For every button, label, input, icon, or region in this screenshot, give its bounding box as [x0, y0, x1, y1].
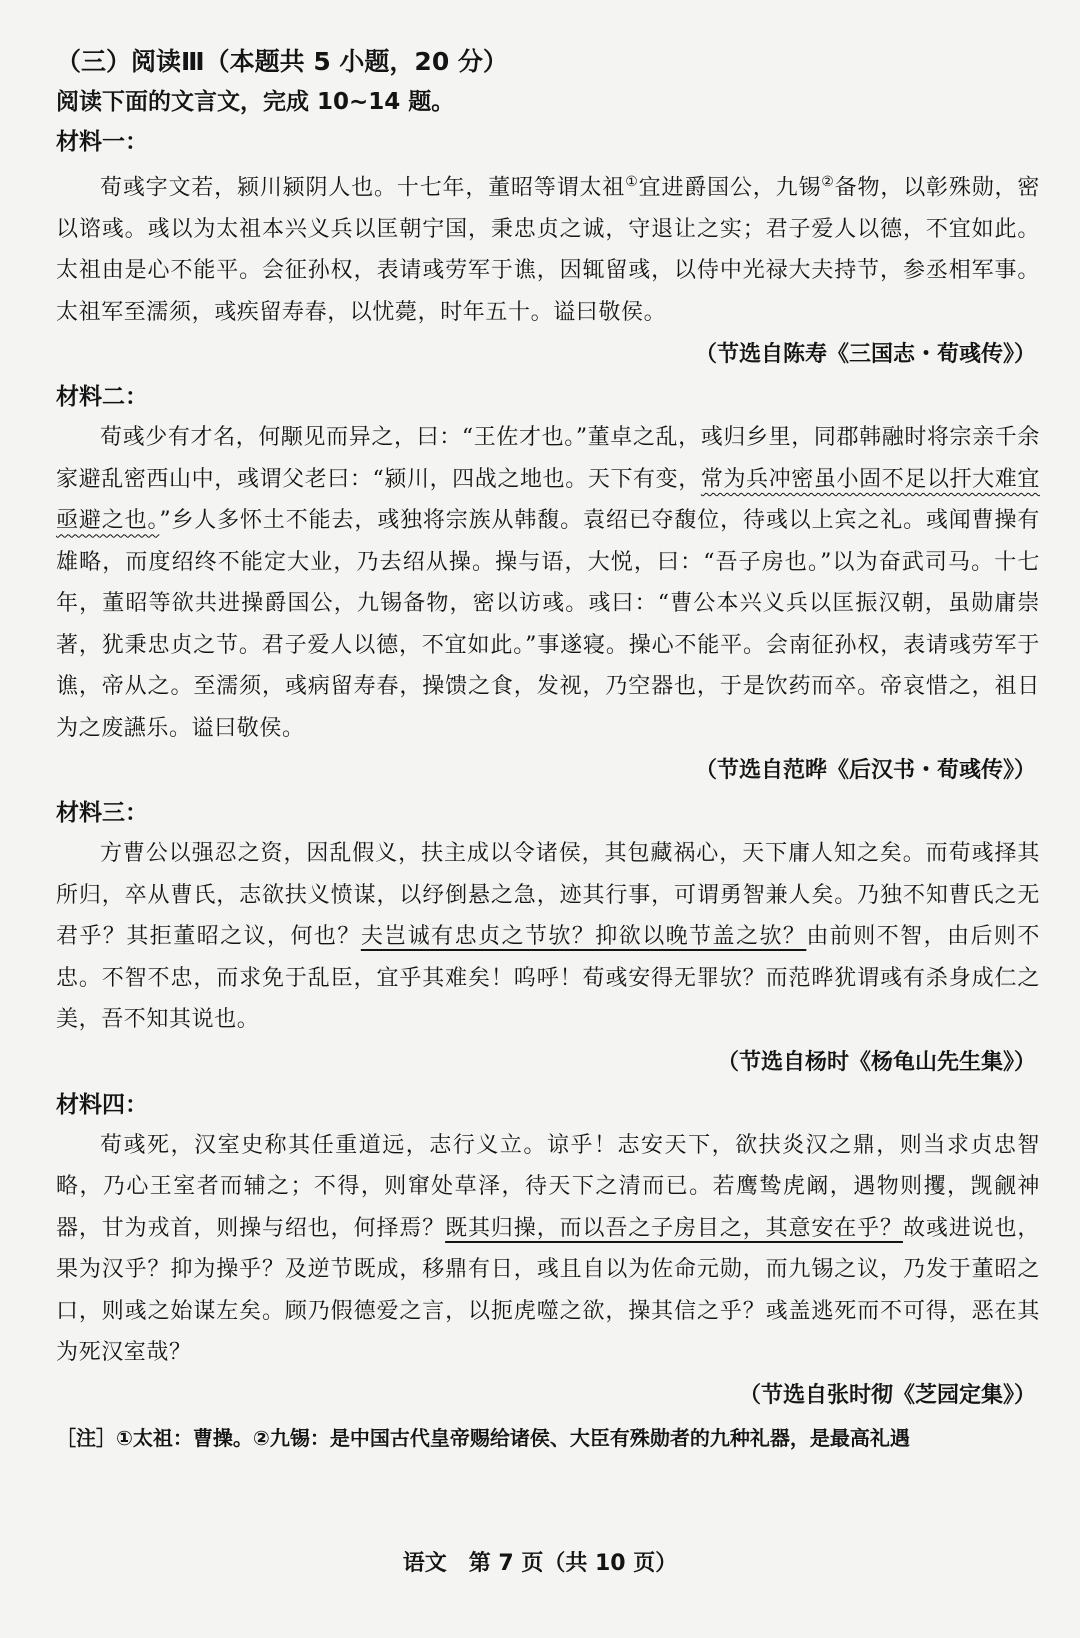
instruction: 阅读下面的文言文，完成 10~14 题。: [56, 89, 455, 115]
material-1-label: 材料一：: [56, 129, 148, 155]
material-4-text: [56, 1125, 1040, 1374]
material-3-source: （节选自杨时《杨龟山先生集》）: [716, 1049, 1036, 1075]
material-3-part-2: 由前则不智，由后则不忠。不智不忠，而求免于乱臣，宜乎其难矣！呜呼！荀彧安得无罪欤？而范晔犹谓彧有杀身成仁之美，吾不知其说也。: [56, 924, 1040, 1033]
underlined-sentence-4: 既其归操，而以吾之子房目之，其意安在乎？: [445, 1215, 903, 1241]
material-1-text: [56, 162, 1040, 333]
material-4-part-2: 故彧进说也，果为汉乎？抑为操乎？及逆节既成，移鼎有日，彧且自以为佐命元勋，而九锡之议，乃发于董昭之口，则彧之始谋左矣。顾乃假德爱之言，以扼虎噬之欲，操其信之乎？彧盖逃死而不可得，恶在其为死汉室哉？: [56, 1215, 1041, 1366]
material-4-label: 材料四：: [56, 1091, 148, 1118]
footnote: ［注］①太祖：曹操。②九锡：是中国古代皇帝赐给诸侯、大臣有殊勋者的九种礼器，是最高礼遇: [56, 1425, 910, 1450]
material-1-part-3: 备物，以彰殊勋，密以谘彧。彧以为太祖本兴义兵以匡朝宁国，秉忠贞之诚，守退让之实；君子爱人以德，不宜如此。太祖由是心不能平。会征孙权，表请彧劳军于谯，因辄留彧，以侍中光禄大夫持节，参丞相军事。太祖军至濡须，彧疾留寿春，以忧薨，时年五十。谥曰敬侯。: [56, 175, 1040, 325]
material-1-part-2: 宜进爵国公，九锡: [638, 175, 822, 201]
material-2-part-1: 荀彧少有才名，何颙见而异之，曰：“王佐才也。”董卓之乱，彧归乡里，同郡韩融时将宗亲千余家避乱密西山中，彧谓父老曰：“颍川，四战之地也。天下有变，: [56, 425, 1040, 492]
material-1-source: （节选自陈寿《三国志・荀彧传》）: [694, 342, 1036, 368]
section-title: （三）阅读Ⅲ（本题共 5 小题，20 分）: [56, 47, 508, 76]
material-2-part-2: ”乡人多怀土不能去，彧独将宗族从韩馥。袁绍已夺馥位，待彧以上宾之礼。彧闻曹操有雄略，而度绍终不能定大业，乃去绍从操。操与语，大悦，曰：“吾子房也。”以为奋武司马。十七年，董昭等欲共进操爵国公，九锡备物，密以访彧。彧曰：“曹公本兴义兵以匡振汉朝，虽勋庸崇著，犹秉忠贞之节。君子爱人以德，不宜如此。”事遂寝。操心不能平。会南征孙权，表请彧劳军于谯，帝从之。至濡须，彧病留寿春，操馈之食，发视，乃空器也，于是饮药而卒。帝哀惜之，祖日为之废讌乐。谥曰敬侯。: [56, 508, 1040, 741]
page-footer: 语文 第 7 页（共 10 页）: [402, 1551, 678, 1576]
material-3-text: [56, 833, 1040, 1041]
note-marker-1: ①: [625, 174, 639, 190]
note-marker-2: ②: [821, 174, 835, 190]
material-1-part-1: 荀彧字文若，颍川颍阴人也。十七年，董昭等谓太祖: [100, 175, 626, 201]
material-2-source: （节选自范晔《后汉书・荀彧传》）: [694, 758, 1036, 784]
material-3-part-1: 方曹公以强忍之资，因乱假义，扶主成以令诸侯，其包藏祸心，天下庸人知之矣。而荀彧择其所归，卒从曹氏，志欲扶义愤谋，以纾倒悬之急，迹其行事，可谓勇智兼人矣。乃独不知曹氏之无君乎？其拒董昭之议，何也？: [56, 841, 1040, 950]
wavy-underlined-passage: 常为兵冲密虽小固不足以扞大难宜亟避之也。: [56, 466, 1040, 534]
material-2-label: 材料二：: [56, 384, 148, 411]
material-2-text: [56, 417, 1040, 749]
material-4-source: （节选自张时彻《芝园定集》）: [738, 1382, 1036, 1408]
material-4-part-1: 荀彧死，汉室史称其任重道远，志行义立。谅乎！志安天下，欲扶炎汉之鼎，则当求贞忠智略，乃心王室者而辅之；不得，则窜处草泽，待天下之清而已。若鹰鸷虎阚，遇物则攫，觊觎神器，甘为戎首，则操与绍也，何择焉？: [56, 1132, 1040, 1241]
material-3-label: 材料三：: [56, 800, 148, 827]
underlined-sentence-3: 夫岂诚有忠贞之节欤？抑欲以晚节盖之欤？: [360, 924, 807, 950]
